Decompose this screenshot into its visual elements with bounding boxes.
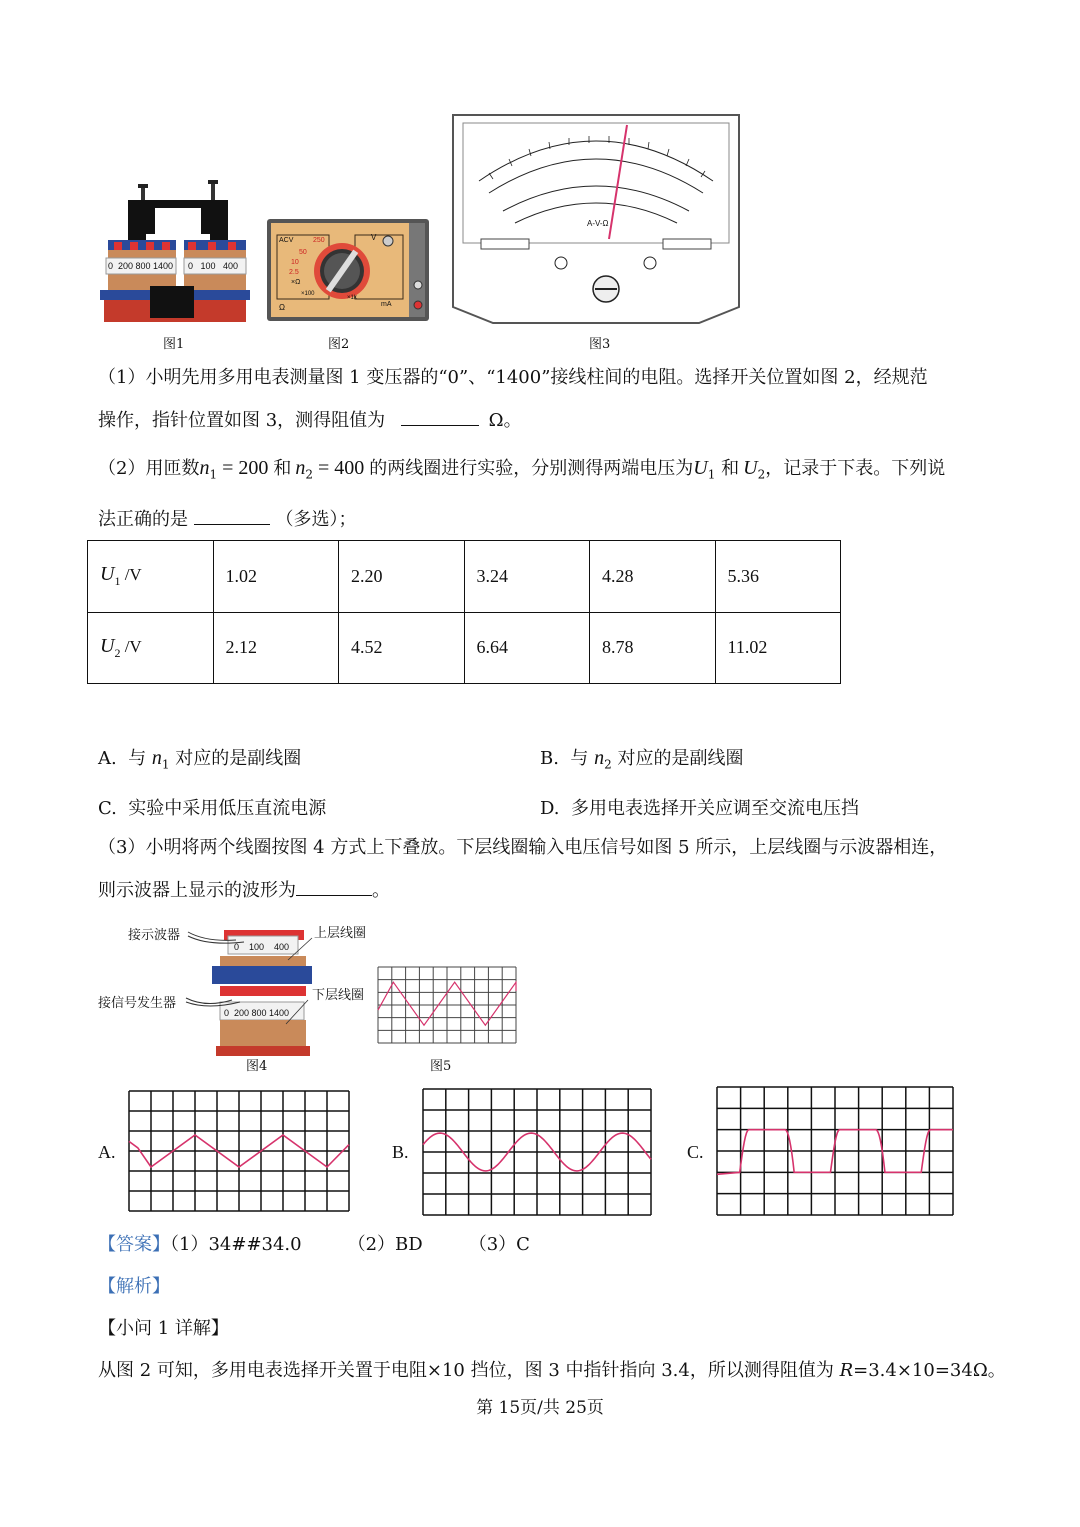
figure-2-caption: 图2 <box>328 337 350 352</box>
figure-5-caption: 图5 <box>430 1059 452 1074</box>
q1-line-2 <box>98 408 522 433</box>
fig4-label-upper-coil: 上层线圈 <box>314 926 367 941</box>
wave-option-b-label: B. <box>392 1142 409 1162</box>
answer-tag: 【答案】 <box>98 1234 170 1255</box>
fig2-10-label: 10 <box>291 259 299 266</box>
u2-subscript: 2 <box>114 645 121 660</box>
q2-multi-select: （多选）； <box>275 509 357 530</box>
figure-3-meter-face <box>449 111 743 325</box>
q3-answer-blank[interactable] <box>296 878 372 896</box>
transformer-illustration <box>100 178 250 324</box>
answer-line <box>98 1233 530 1257</box>
fig4-lower-terminals: 0 200 800 1400 <box>224 1008 290 1018</box>
q2-n1-symbol: n <box>199 457 210 479</box>
q2-u2-subscript: 2 <box>757 467 766 482</box>
option-b-prefix: B. 与 <box>540 748 595 769</box>
meter-dial-illustration <box>449 111 743 325</box>
q2-text-1: （2）用匝数 <box>98 458 200 479</box>
q3-period: 。 <box>372 880 390 901</box>
wave-option-c-grid[interactable] <box>716 1086 954 1216</box>
figure-5-input-signal-grid <box>377 966 517 1044</box>
figure-1-caption: 图1 <box>163 337 185 352</box>
q3-line-2-text: 则示波器上显示的波形为 <box>98 880 296 901</box>
figure-2-selector-switch <box>267 219 429 321</box>
figure-3-caption: 图3 <box>589 337 611 352</box>
q2-text-3: ，记录于下表。下列说 <box>765 458 946 479</box>
u2-unit: /V <box>120 636 142 656</box>
table-cell: 6.64 <box>464 612 590 684</box>
table-cell: 8.78 <box>590 612 716 684</box>
q2-line-2-text: 法正确的是 <box>98 509 188 530</box>
answer-1: （1）34##34.0 <box>170 1234 302 1255</box>
fig4-label-signal-generator: 接信号发生器 <box>98 996 177 1011</box>
answer-2: （2）BD <box>347 1234 423 1255</box>
fig4-label-lower-coil: 下层线圈 <box>312 988 365 1003</box>
figure-4-caption: 图4 <box>246 1059 268 1074</box>
fig1-left-terminal-labels: 0 200 800 1400 <box>108 261 174 271</box>
fig2-x1k-label: ×1k <box>347 295 357 301</box>
table-row <box>88 612 841 684</box>
fig2-250-label: 250 <box>313 237 325 244</box>
q3-line-2 <box>98 878 390 903</box>
fig2-ohm-label: Ω <box>279 303 285 312</box>
wave-option-a-grid[interactable] <box>128 1090 350 1212</box>
fig3-scale-label: A-V-Ω <box>587 219 609 228</box>
fig4-upper-terminals: 0 100 400 <box>234 942 290 952</box>
table-cell: 1.02 <box>213 541 339 613</box>
page-footer: 第 15页/共 25页 <box>476 1398 604 1418</box>
u1-subscript: 1 <box>114 574 121 589</box>
table-cell: 2.20 <box>339 541 465 613</box>
fig2-xohm-label: ×Ω <box>291 279 301 286</box>
voltage-data-table <box>87 540 841 684</box>
fig4-label-oscilloscope: 接示波器 <box>128 928 181 943</box>
fig1-right-terminal-labels: 0 100 400 <box>188 261 239 271</box>
analysis-tag: 【解析】 <box>98 1276 170 1297</box>
option-d[interactable]: D. 多用电表选择开关应调至交流电压挡 <box>540 798 859 819</box>
detail-text-result: =3.4×10=34Ω。 <box>853 1360 1006 1381</box>
table-cell: 11.02 <box>715 612 841 684</box>
option-b-symbol: n <box>594 747 605 769</box>
table-row-header-u1 <box>88 541 214 613</box>
answer-3: （3）C <box>468 1234 530 1255</box>
detail-r-symbol: R <box>839 1360 854 1381</box>
q2-n2-subscript: 2 <box>305 467 314 482</box>
q2-eq-2: = 400 <box>313 457 370 479</box>
q1-unit: Ω。 <box>488 410 522 431</box>
q2-u1-subscript: 1 <box>707 467 716 482</box>
table-cell: 3.24 <box>464 541 590 613</box>
q2-eq-1: = 200 <box>217 457 274 479</box>
q2-answer-blank[interactable] <box>194 507 270 525</box>
detail-text <box>98 1359 1006 1383</box>
q2-and-2: 和 <box>715 458 740 479</box>
option-b-text: 对应的是副线圈 <box>611 748 744 769</box>
wave-option-c-label: C. <box>687 1142 704 1162</box>
option-a-symbol: n <box>151 747 162 769</box>
fig2-50-label: 50 <box>299 249 307 256</box>
option-a-subscript: 1 <box>161 757 170 772</box>
q1-line-1: （1）小明先用多用电表测量图 1 变压器的“0”、“1400”接线柱间的电阻。选择开关位置如图 2，经规范 <box>98 367 928 388</box>
detail-title: 【小问 1 详解】 <box>98 1318 229 1339</box>
q1-answer-blank[interactable] <box>401 408 479 426</box>
table-cell: 5.36 <box>715 541 841 613</box>
q1-line-2-text: 操作，指针位置如图 3，测得阻值为 <box>98 410 386 431</box>
u1-unit: /V <box>120 565 142 585</box>
option-b-subscript: 2 <box>604 757 612 772</box>
figure-1-transformer <box>100 178 250 324</box>
q2-line-2 <box>98 507 356 532</box>
figure-4-stacked-coils <box>96 920 376 1072</box>
table-cell: 4.28 <box>590 541 716 613</box>
option-b[interactable] <box>540 744 744 772</box>
u2-symbol: U <box>100 634 115 657</box>
u1-symbol: U <box>100 563 115 586</box>
option-c[interactable]: C. 实验中采用低压直流电源 <box>98 798 327 819</box>
q2-u2-symbol: U <box>743 457 758 479</box>
wave-option-a-label: A. <box>98 1142 116 1162</box>
q2-u1-symbol: U <box>693 457 708 479</box>
q3-line-1: （3）小明将两个线圈按图 4 方式上下叠放。下层线圈输入电压信号如图 5 所示，上层线圈与示波器相连， <box>98 837 948 858</box>
option-a-text: 对应的是副线圈 <box>169 748 302 769</box>
q2-and: 和 <box>273 458 292 479</box>
q2-line-1 <box>98 456 945 487</box>
detail-text-body: 从图 2 可知，多用电表选择开关置于电阻×10 挡位，图 3 中指针指向 3.4，所以测得阻值为 <box>98 1360 840 1381</box>
option-a-prefix: A. 与 <box>98 748 152 769</box>
q2-n1-subscript: 1 <box>209 467 218 482</box>
fig2-ma-label: mA <box>381 301 392 308</box>
fig2-acv-label: ACV <box>279 237 294 244</box>
q2-text-2: 的两线圈进行实验，分别测得两端电压为 <box>369 458 694 479</box>
fig2-x100-label: ×100 <box>301 291 315 297</box>
wave-option-b-grid[interactable] <box>422 1088 652 1216</box>
fig2-2-5-label: 2.5 <box>289 269 299 276</box>
table-cell: 4.52 <box>339 612 465 684</box>
table-row <box>88 541 841 613</box>
q2-n2-symbol: n <box>295 457 306 479</box>
table-row-header-u2 <box>88 612 214 684</box>
table-cell: 2.12 <box>213 612 339 684</box>
option-a[interactable] <box>98 744 301 772</box>
fig2-v-label: V <box>371 233 377 242</box>
